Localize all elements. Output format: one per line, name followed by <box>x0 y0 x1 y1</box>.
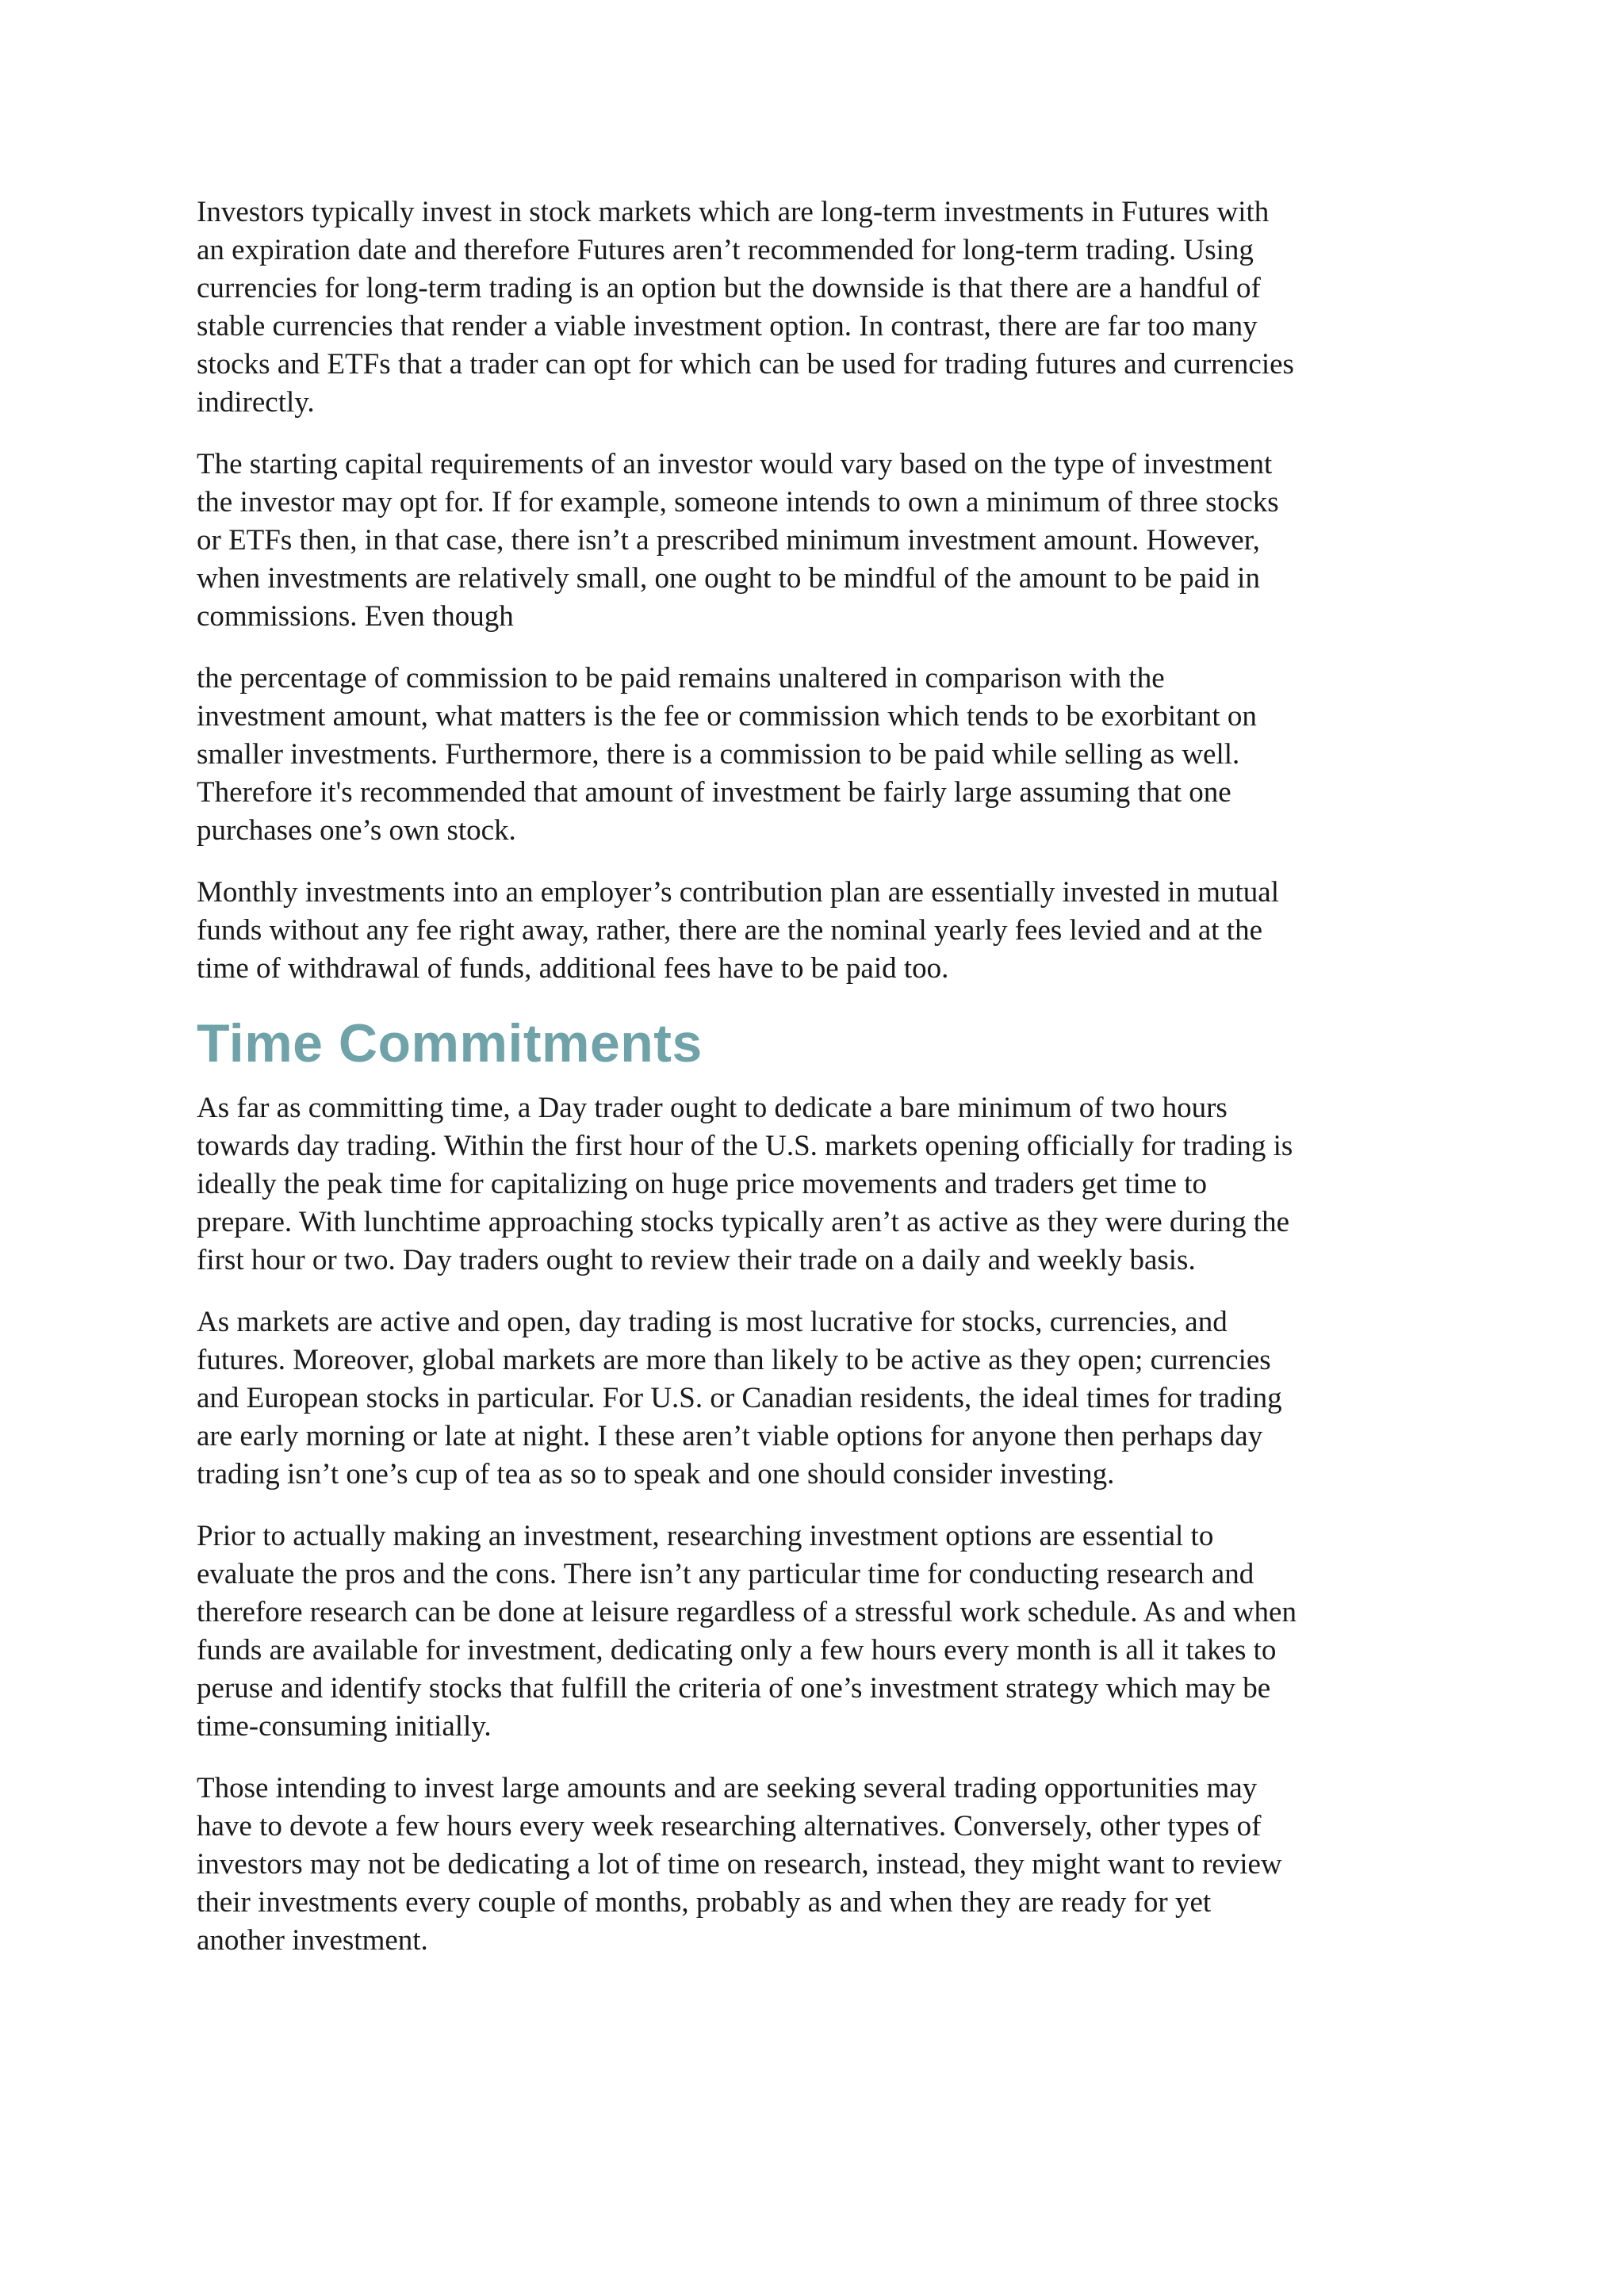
text-line: and European stocks in particular. For U.S. or Canadian residents, the ideal times for trading <box>197 1382 1282 1414</box>
paragraph-monthly-investments <box>197 874 1427 988</box>
paragraph-large-amounts <box>197 1770 1427 1960</box>
text-line: the percentage of commission to be paid remains unaltered in comparison with the <box>197 662 1165 695</box>
text-line: investors may not be dedicating a lot of time on research, instead, they might want to review <box>197 1848 1282 1881</box>
text-line: Prior to actually making an investment, researching investment options are essential to <box>197 1520 1214 1552</box>
text-line: commissions. Even though <box>197 600 514 633</box>
text-line: stable currencies that render a viable investment option. In contrast, there are far too many <box>197 310 1258 342</box>
text-line: their investments every couple of months, probably as and when they are ready for yet <box>197 1886 1212 1919</box>
paragraph-commission <box>197 660 1427 850</box>
text-line: another investment. <box>197 1924 428 1957</box>
text-line: are early morning or late at night. I these aren’t viable options for anyone then perhaps day <box>197 1420 1263 1452</box>
text-line: futures. Moreover, global markets are more than likely to be active as they open; currencies <box>197 1344 1271 1376</box>
text-line: time of withdrawal of funds, additional fees have to be paid too. <box>197 952 949 985</box>
text-line: As far as committing time, a Day trader ought to dedicate a bare minimum of two hours <box>197 1092 1228 1124</box>
text-line: investment amount, what matters is the fee or commission which tends to be exorbitant on <box>197 700 1257 733</box>
text-line: Investors typically invest in stock markets which are long-term investments in Futures with <box>197 196 1270 228</box>
text-line: Those intending to invest large amounts and are seeking several trading opportunities may <box>197 1772 1258 1804</box>
document-body <box>197 193 1427 1984</box>
text-line: towards day trading. Within the first hour of the U.S. markets opening officially for trading is <box>197 1130 1293 1162</box>
text-line: smaller investments. Furthermore, there is a commission to be paid while selling as well. <box>197 738 1240 771</box>
text-line: Monthly investments into an employer’s contribution plan are essentially invested in mutual <box>197 876 1279 909</box>
text-line: therefore research can be done at leisure regardless of a stressful work schedule. As and when <box>197 1596 1297 1628</box>
paragraph-researching <box>197 1517 1427 1746</box>
section-heading-time-commitments: Time Commitments <box>197 1013 703 1073</box>
text-line: currencies for long-term trading is an option but the downside is that there are a handful of <box>197 272 1261 304</box>
text-line: or ETFs then, in that case, there isn’t a prescribed minimum investment amount. However, <box>197 524 1260 557</box>
text-line: time-consuming initially. <box>197 1710 492 1743</box>
text-line: The starting capital requirements of an investor would vary based on the type of investment <box>197 448 1273 480</box>
text-line: prepare. With lunchtime approaching stocks typically aren’t as active as they were during the <box>197 1206 1289 1238</box>
text-line: have to devote a few hours every week researching alternatives. Conversely, other types of <box>197 1810 1262 1843</box>
text-line: evaluate the pros and the cons. There isn’t any particular time for conducting research and <box>197 1558 1254 1590</box>
text-line: funds are available for investment, dedicating only a few hours every month is all it takes to <box>197 1634 1277 1667</box>
text-line: stocks and ETFs that a trader can opt for which can be used for trading futures and currencies <box>197 348 1294 381</box>
text-line: first hour or two. Day traders ought to review their trade on a daily and weekly basis. <box>197 1244 1196 1276</box>
text-line: peruse and identify stocks that fulfill the criteria of one’s investment strategy which may be <box>197 1672 1271 1705</box>
paragraph-starting-capital <box>197 446 1427 636</box>
paragraph-investors-futures <box>197 193 1427 422</box>
text-line: purchases one’s own stock. <box>197 814 516 847</box>
text-line: As markets are active and open, day trading is most lucrative for stocks, currencies, and <box>197 1306 1228 1338</box>
text-line: ideally the peak time for capitalizing on huge price movements and traders get time to <box>197 1168 1208 1200</box>
text-line: when investments are relatively small, one ought to be mindful of the amount to be paid in <box>197 562 1260 595</box>
text-line: funds without any fee right away, rather, there are the nominal yearly fees levied and at the <box>197 914 1263 947</box>
paragraph-markets-active <box>197 1303 1427 1494</box>
text-line: Therefore it's recommended that amount of investment be fairly large assuming that one <box>197 776 1231 809</box>
text-line: the investor may opt for. If for example, someone intends to own a minimum of three stocks <box>197 486 1279 519</box>
paragraph-day-trader-time <box>197 1089 1427 1280</box>
text-line: indirectly. <box>197 386 315 419</box>
text-line: an expiration date and therefore Futures aren’t recommended for long-term trading. Using <box>197 234 1254 266</box>
text-line: trading isn’t one’s cup of tea as so to speak and one should consider investing. <box>197 1458 1115 1490</box>
